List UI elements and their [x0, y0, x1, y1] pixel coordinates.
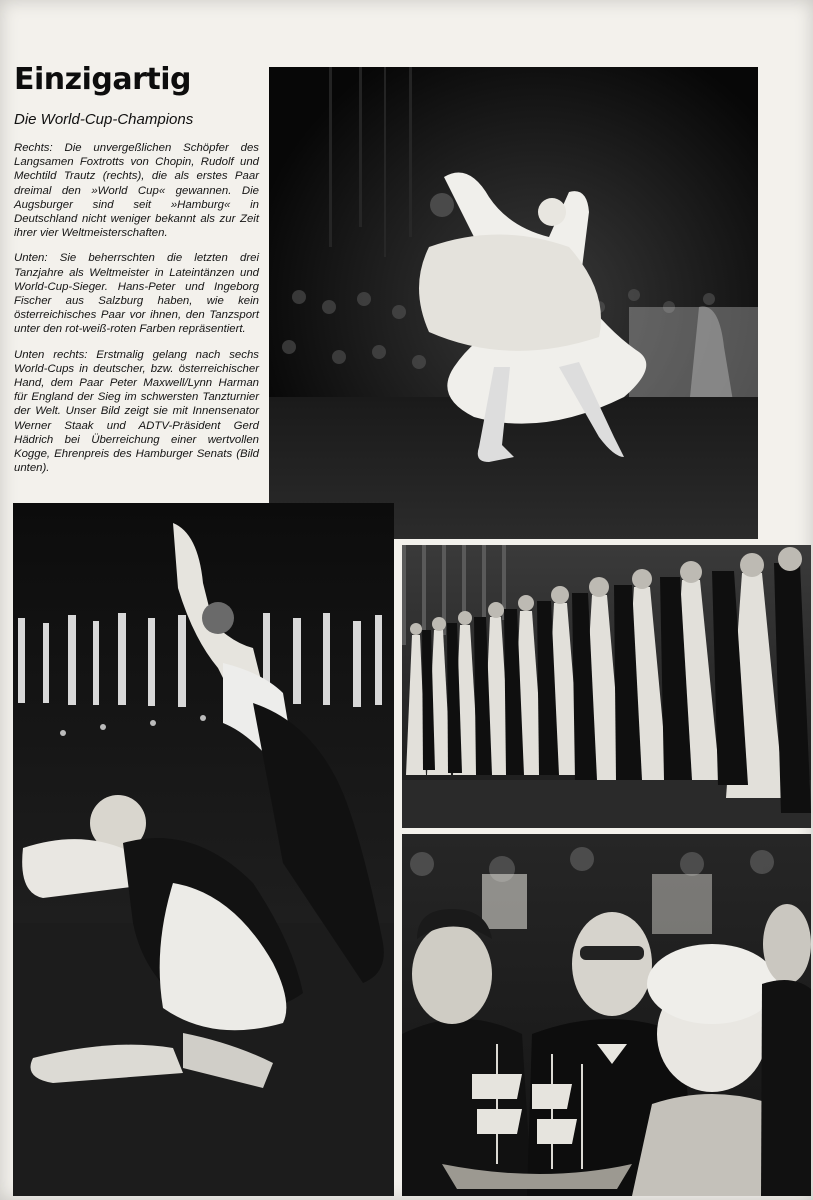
photo-couples-line: [402, 545, 811, 828]
photo-fischer-couple: [13, 503, 394, 1196]
photo-award-presentation: [402, 834, 811, 1196]
caption-below: Unten: Sie beherrschten die letzten drei Tanzjahre als Weltmeister in Lateintänzen und World-Cup-Sieger. Hans-Peter und Ingeborg Fischer aus Salzburg haben, wie kein österreichisches Paar vor ihnen, den Tanzsport unter den rot-weiß-roten Farben repräsentiert.: [14, 252, 259, 336]
caption-column: [14, 141, 259, 486]
article-title: Einzigartig: [14, 62, 191, 97]
caption-right: Rechts: Die unvergeßlichen Schöpfer des Langsamen Foxtrotts von Chopin, Rudolf und Mechtild Trautz (rechts), die als erstes Paar dreimal den »World Cup« gewannen. Die Augsburger sind seit »Hamburg« in Deutschland nicht weniger bekannt als zur Zeit ihrer vier Weltmeisterschaften.: [14, 142, 259, 240]
article-subtitle: Die World-Cup-Champions: [14, 111, 194, 128]
photo-trautz-couple: [269, 67, 758, 539]
caption-below-right: Unten rechts: Erstmalig gelang nach sechs World-Cups in deutscher, bzw. österreichischer Hand, dem Paar Peter Maxwell/Lynn Harman für England der Sieg im schwersten Tanzturnier der Welt. Unser Bild zeigt sie mit Innensenator Werner Staak und ADTV-Präsident Gerd Hädrich bei Überreichung einer wertvollen Kogge, Ehrenpreis des Hamburger Senats (Bild unten).: [14, 348, 259, 475]
